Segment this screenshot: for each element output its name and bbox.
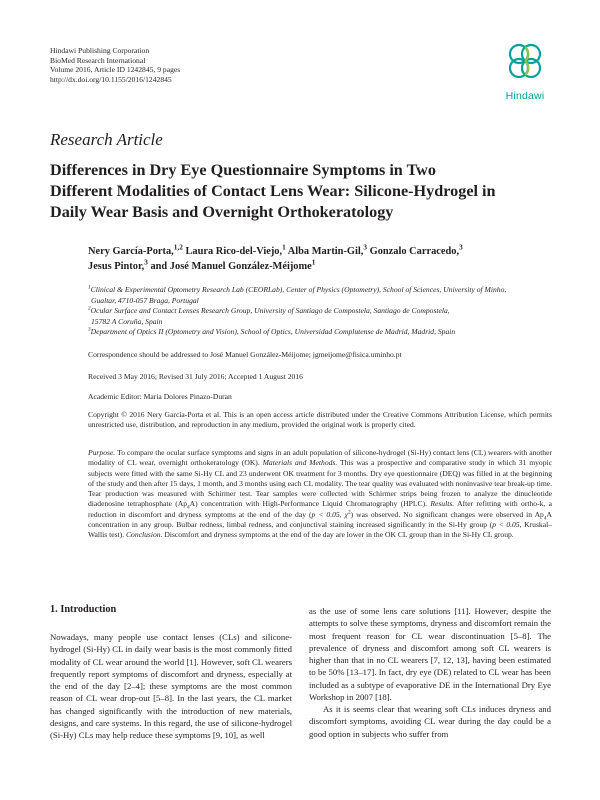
affiliation-text: Department of Optics II (Optometry and Vision), School of Optics, Universidad Complutense de Madrid, Madrid, Spain <box>90 327 456 337</box>
affiliation-text: Clinical & Experimental Optometry Research Lab (CEORLab), Center of Physics (Optometry), School of Sciences, University of Minho, <box>90 285 507 294</box>
abstract <box>88 448 552 541</box>
abstract-methods-cont: A) concentration with High-Performance Liquid Chromatography (HPLC). <box>189 499 431 509</box>
author-name[interactable]: Laura Rico-del-Viejo, <box>185 246 283 257</box>
journal-name: BioMed Research International <box>50 55 146 65</box>
title-line: Differences in Dry Eye Questionnaire Symptoms in Two <box>50 161 436 179</box>
received-dates: Received 3 May 2016; Revised 31 July 2016; Accepted 1 August 2016 <box>88 372 303 381</box>
author-name[interactable]: Nery García-Porta, <box>88 246 174 257</box>
publisher-info <box>50 46 180 84</box>
abstract-methods-label: Materials and Methods. <box>262 458 338 468</box>
p-value: p < 0.05 <box>492 520 520 530</box>
article-title <box>50 160 560 223</box>
subscript: 4 <box>543 515 547 522</box>
body-column-left <box>50 631 292 741</box>
volume-info: Volume 2016, Article ID 1242845, 9 pages <box>50 65 181 75</box>
abstract-results-cont: A concentration in any group. Bulbar redness, limbal redness, and conjunctival staining increased significantly in the Si-Hy group ( <box>88 509 552 530</box>
affiliation-number: 2 <box>88 305 91 312</box>
section-title: Introduction <box>60 604 117 615</box>
academic-editor: Academic Editor: Maria Dolores Pinazo-Duran <box>88 392 232 401</box>
subscript: 4 <box>187 505 190 511</box>
author-line <box>88 244 558 259</box>
affiliation-list <box>88 285 568 338</box>
hindawi-wordmark: Hindawi <box>505 90 545 102</box>
abstract-results-cont: , Kruskal–Wallis test). <box>88 520 552 540</box>
author-list <box>88 244 558 274</box>
abstract-purpose-label: Purpose. <box>88 448 116 457</box>
author-name[interactable]: Gonzalo Carracedo, <box>369 246 460 257</box>
section-heading <box>50 604 116 615</box>
title-line: Different Modalities of Contact Lens Wear: Silicone-Hydrogel in <box>50 182 496 200</box>
author-affiliation-mark: 1,2 <box>173 243 183 252</box>
section-number: 1. <box>50 604 58 615</box>
abstract-results-label: Results. <box>430 499 455 509</box>
affiliation-continued: 15782 A Coruña, Spain <box>91 316 163 326</box>
abstract-conclusion-label: Conclusion. <box>125 530 163 540</box>
correspondence-note: Correspondence should be addressed to José Manuel González-Méijome; jgmeijome@fisica.uminho.pt <box>88 350 402 359</box>
publisher-name: Hindawi Publishing Corporation <box>50 46 150 55</box>
author-name[interactable]: Alba Martin-Gil, <box>287 246 364 257</box>
abstract-purpose: To compare the ocular surface symptoms and signs in an adult population of silicone-hydrogel (Si-Hy) contact lens (CL) wearers with another modality of CL wear, overnight orthokeratology (OK). <box>88 448 552 468</box>
affiliation-text: Ocular Surface and Contact Lenses Research Group, University of Santiago de Compostela, Santiago de Compostela, <box>90 306 450 316</box>
body-column-right <box>309 605 551 740</box>
abstract-results: After refitting with ortho-k, a reduction in discomfort and dryness symptoms at the end of the day ( <box>88 499 552 519</box>
affiliation-number: 1 <box>88 284 91 291</box>
author-affiliation-mark: 1 <box>282 243 286 252</box>
body-paragraph: As it is seems clear that wearing soft CLs induces dryness and discomfort symptoms, avoiding CL wear during the day could be a good option in subjects who suffer from <box>309 704 551 739</box>
p-value: p < 0.05, χ <box>311 509 348 519</box>
copyright-notice: Copyright © 2016 Nery García-Porta et al. This is an open access article distributed under the Creative Commons Attribution License, which permits unrestricted use, distribution, and reproduction in any medium, provided the original work is properly cited. <box>88 410 552 430</box>
body-paragraph: as the use of some lens care solutions [11]. However, despite the attempts to solve these symptoms, dryness and discomfort remain the most frequent reason for CL wear discontinuation [5–8]. The prevalence of dryness and discomfort among soft CL wearers is higher than that in no CL wearers [7, 12, 13], having been estimated to be 50% [13–17]. In fact, dry eye (DE) related to CL wear has been included as a subtype of evaporative DE in the International Dry Eye Workshop in 2007 [18]. <box>309 606 551 702</box>
affiliation-continued: Gualtar, 4710-057 Braga, Portugal <box>91 295 199 305</box>
affiliation <box>88 306 568 317</box>
abstract-results-cont: ) was observed. No significant changes were observed in Ap <box>350 509 544 519</box>
author-name[interactable]: and José Manuel González-Méijome <box>150 261 312 272</box>
author-affiliation-mark: 3 <box>363 243 368 252</box>
doi-link[interactable]: http://dx.doi.org/10.1155/2016/1242845 <box>50 74 172 84</box>
superscript: 2 <box>347 509 351 516</box>
article-type: Research Article <box>50 130 163 149</box>
body-paragraph: Nowadays, many people use contact lenses (CLs) and silicone-hydrogel (Si-Hy) CL in daily wear basis is the most commonly fitted modality of CL wear around the world [1]. However, soft CL wearers frequently report symptoms of discomfort and dryness, especially at the end of the day [2–4]; these symptoms are the most common reason of CL wear drop-out [5–8]. In the last years, the CL market has changed significantly with the introduction of new materials, designs, and care systems. In this regard, the use of silicone-hydrogel (Si-Hy) CLs may help reduce these symptoms [9, 10], as well <box>50 632 292 740</box>
affiliation <box>88 285 568 296</box>
author-name[interactable]: Jesus Pintor, <box>88 261 145 272</box>
hindawi-logo <box>497 40 553 104</box>
abstract-conclusion: Discomfort and dryness symptoms at the end of the day are lower in the OK CL group than in the Si-Hy CL group. <box>162 530 514 540</box>
title-line: Daily Wear Basis and Overnight Orthokeratology <box>50 203 394 221</box>
affiliation <box>88 327 568 338</box>
author-affiliation-mark: 1 <box>311 258 316 267</box>
abstract-methods: This was a prospective and comparative study in which 31 myopic subjects were fitted with the same Si-Hy CL and 23 underwent OK treatment for 3 months. Dry eye questionnaire (DEQ) was filled in at the beginning of the study and then after 15 days, 1 month, and 3 months using each CL modality. The tear quality was evaluated with noninvasive tear break-up time. Tear production was measured with Schirmer test. Tear samples were collected with Schirmer strips being frozen to analyze the dinucleotide diadenosine tetraphosphate (Ap <box>88 458 552 509</box>
author-affiliation-mark: 3 <box>144 258 148 267</box>
author-affiliation-mark: 3 <box>459 243 463 252</box>
affiliation-number: 3 <box>88 326 91 333</box>
author-line <box>88 259 558 274</box>
hindawi-rings-icon <box>497 40 553 90</box>
